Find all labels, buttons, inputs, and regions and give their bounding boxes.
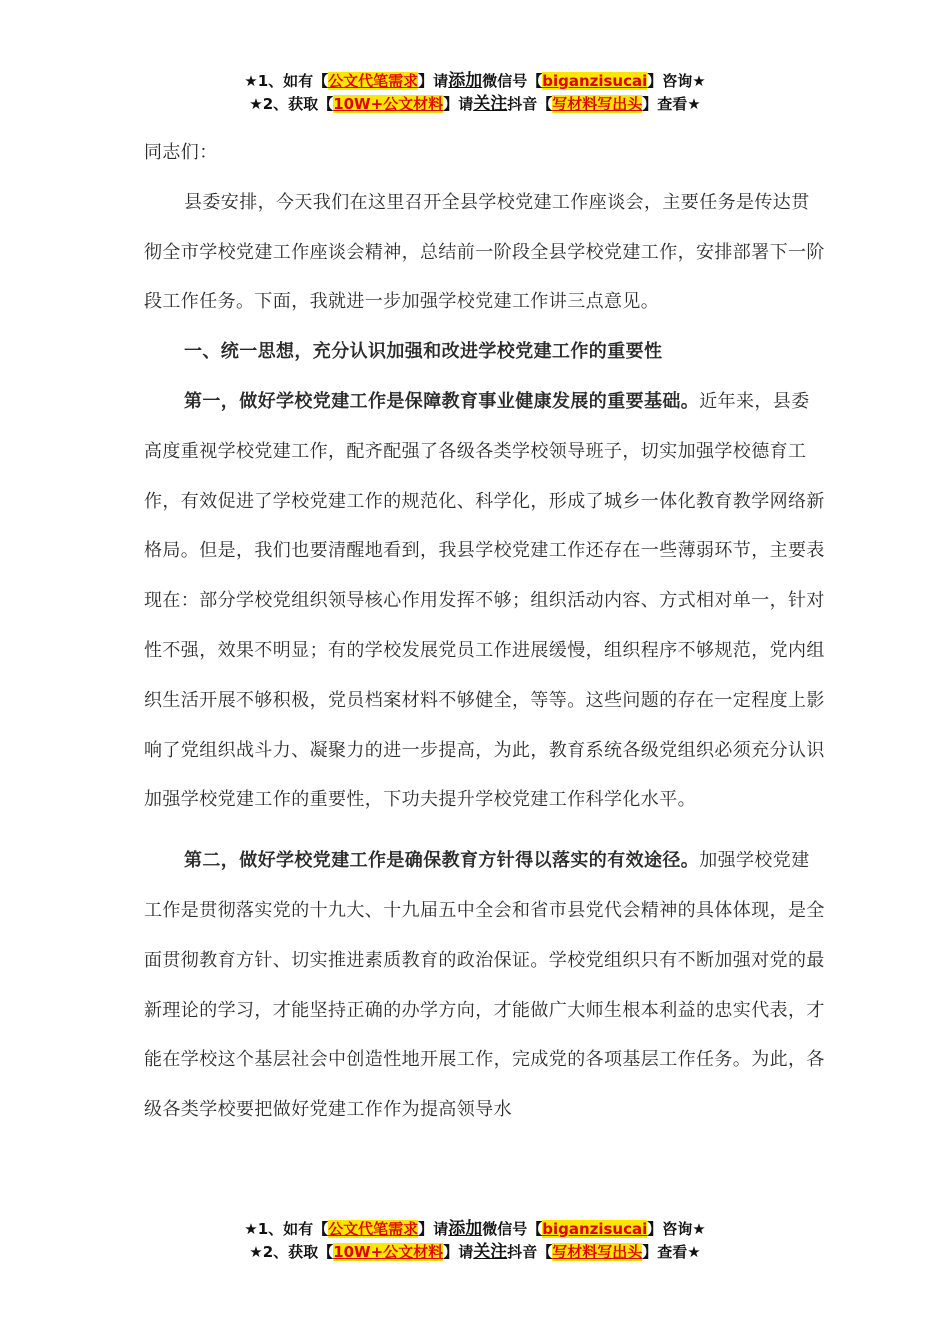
promo-text: 抖音【 [507,95,553,113]
point-1-lead: 第一，做好学校党建工作是保障教育事业健康发展的重要基础。 [184,390,700,412]
promo-text: 】咨询★ [647,1220,706,1238]
promo-text: ★2、获取【 [249,95,334,113]
promo-banner-bottom [0,1218,950,1264]
promo-text: 】请 [443,95,474,113]
promo-text: 】请 [418,1220,449,1238]
promo-line-2 [0,93,950,116]
promo-text: 】查看★ [642,95,701,113]
point-2-text: 加强学校党建工作是贯彻落实党的十九大、十九届五中全会和省市县党代会精神的具体体现，是全面贯彻教育方针、切实推进素质教育的政治保证。学校党组织只有不断加强对党的最新理论的学习，才能坚持正确的办学方向，才能做广大师生根本利益的忠实代表，才能在学校这个基层社会中创造性地开展工作，完成党的各项基层工作任务。为此，各级各类学校要把做好党建工作作为提高领导水 [144,850,825,1121]
salutation: 同志们： [144,142,218,163]
point-2-lead: 第二，做好学校党建工作是确保教育方针得以落实的有效途径。 [184,850,700,872]
promo-douyin-account: 写材料写出头 [552,95,643,113]
promo-emphasis: 关注 [473,94,508,114]
promo-text: 】咨询★ [647,72,706,90]
promo-highlight: 10W+公文材料 [333,1243,444,1261]
promo-text: 】请 [418,72,449,90]
promo-wechat-id: biganzisucai [542,1220,648,1238]
promo-emphasis: 添加 [448,71,483,91]
paragraph-point-1 [144,377,826,825]
promo-highlight: 公文代笔需求 [328,72,419,90]
document-body [144,128,826,1135]
promo-text: ★1、如有【 [244,1220,329,1238]
promo-text: 】请 [443,1243,474,1261]
paragraph-point-2 [144,836,826,1135]
promo-banner-top [0,70,950,116]
promo-line-1 [0,70,950,93]
promo-text: 微信号【 [482,72,543,90]
point-1-text: 近年来，县委高度重视学校党建工作，配齐配强了各级各类学校领导班子，切实加强学校德育工作，有效促进了学校党建工作的规范化、科学化，形成了城乡一体化教育教学网络新格局。但是，我们也要清醒地看到，我县学校党建工作还存在一些薄弱环节，主要表现在：部分学校党组织领导核心作用发挥不够；组织活动内容、方式相对单一，针对性不强，效果不明显；有的学校发展党员工作进展缓慢，组织程序不够规范，党内组织生活开展不够积极，党员档案材料不够健全，等等。这些问题的存在一定程度上影响了党组织战斗力、凝聚力的进一步提高，为此，教育系统各级党组织必须充分认识加强学校党建工作的重要性，下功夫提升学校党建工作科学化水平。 [144,390,825,811]
section-heading: 一、统一思想，充分认识加强和改进学校党建工作的重要性 [184,341,663,363]
promo-emphasis: 添加 [448,1219,483,1239]
promo-text: 微信号【 [482,1220,543,1238]
promo-text: ★2、获取【 [249,1243,334,1261]
promo-highlight: 10W+公文材料 [333,95,444,113]
intro-paragraph: 县委安排，今天我们在这里召开全县学校党建工作座谈会，主要任务是传达贯彻全市学校党建工作座谈会精神，总结前一阶段全县学校党建工作，安排部署下一阶段工作任务。下面，我就进一步加强学校党建工作讲三点意见。 [144,191,825,313]
promo-douyin-account: 写材料写出头 [552,1243,643,1261]
promo-text: 】查看★ [642,1243,701,1261]
promo-text: ★1、如有【 [244,72,329,90]
promo-line-2 [0,1241,950,1264]
promo-emphasis: 关注 [473,1242,508,1262]
promo-line-1 [0,1218,950,1241]
promo-text: 抖音【 [507,1243,553,1261]
promo-highlight: 公文代笔需求 [328,1220,419,1238]
promo-wechat-id: biganzisucai [542,72,648,90]
